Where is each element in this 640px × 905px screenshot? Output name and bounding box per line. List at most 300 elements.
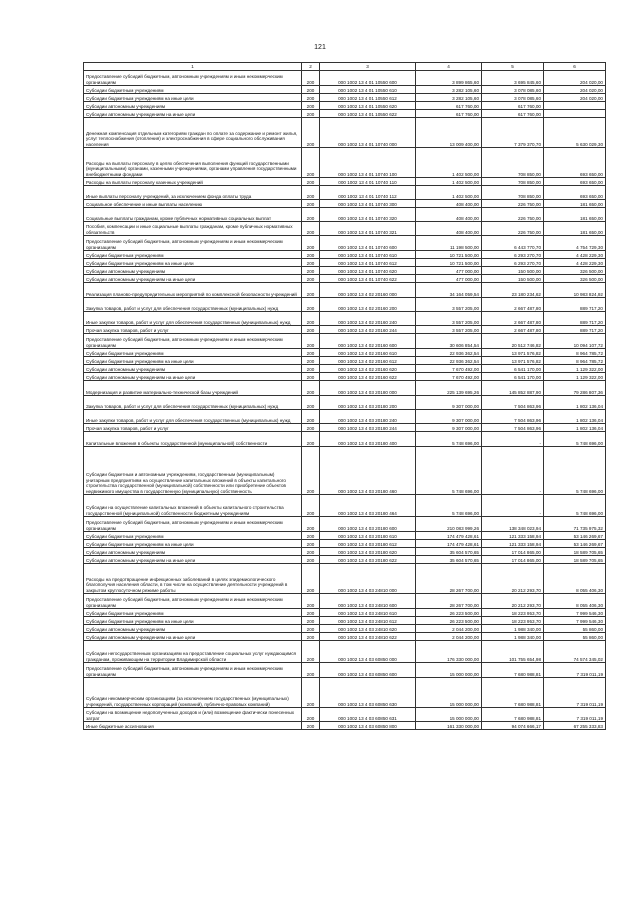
row-code-cell: 200 — [302, 396, 320, 410]
row-col4-cell: 3 899 865,60 — [416, 71, 482, 86]
row-col4-cell: 13 009 400,00 — [416, 118, 482, 148]
row-name-cell: Социальные выплаты гражданам, кроме публичных нормативных социальных выплат — [84, 208, 302, 222]
row-col4-cell: 28 267 700,00 — [416, 594, 482, 609]
row-name-cell: Прочая закупка товаров, работ и услуг — [84, 424, 302, 432]
row-kbk-cell: 000 1002 13 4 02 20160 622 — [320, 373, 416, 381]
row-col4-cell: 30 606 854,54 — [416, 334, 482, 349]
row-kbk-cell: 000 1002 13 4 01 10740 000 — [320, 118, 416, 148]
row-name-cell: Пособия, компенсации и иные социальные выплаты гражданам, кроме публичных нормативных обязательств — [84, 222, 302, 236]
row-col5-cell: 138 348 023,94 — [482, 517, 544, 532]
row-col4-cell: 3 557 205,00 — [416, 298, 482, 312]
row-name-cell: Субсидии бюджетным учреждениям — [84, 609, 302, 617]
table-row — [84, 298, 606, 312]
column-header-4: 4 — [416, 63, 482, 71]
row-name-cell: Иные бюджетные ассигнования — [84, 722, 302, 730]
row-code-cell: 200 — [302, 663, 320, 678]
row-name-cell: Субсидии на осуществление капитальных вложений в объекты капитального строительства государственной (муниципальной) собственности бюджетным учреждениям — [84, 495, 302, 517]
row-col6-cell: 4 428 229,30 — [544, 259, 606, 267]
row-kbk-cell: 000 1002 13 4 03 20180 244 — [320, 424, 416, 432]
row-col6-cell: 181 650,00 — [544, 200, 606, 208]
row-col4-cell: 11 198 500,00 — [416, 236, 482, 251]
row-name-cell: Предоставление субсидий бюджетным, автономным учреждениям и иным некоммерческим организациям — [84, 334, 302, 349]
row-kbk-cell: 000 1002 13 4 03 24810 610 — [320, 609, 416, 617]
row-col4-cell: 1 402 500,00 — [416, 178, 482, 186]
row-kbk-cell: 000 1002 13 4 01 10740 612 — [320, 259, 416, 267]
table-row — [84, 532, 606, 540]
row-col4-cell: 477 000,00 — [416, 275, 482, 283]
row-col5-cell: 226 750,00 — [482, 200, 544, 208]
row-name-cell: Субсидии негосударственным организациям на предоставление социальных услуг нуждающимся гражданам, проживающим на территории Владимирской области — [84, 641, 302, 663]
table-row — [84, 186, 606, 200]
row-kbk-cell: 000 1002 13 4 03 60850 631 — [320, 708, 416, 722]
row-col6-cell: 18 589 705,65 — [544, 548, 606, 556]
row-col6-cell: 7 319 011,19 — [544, 708, 606, 722]
row-col4-cell: 225 139 695,26 — [416, 381, 482, 396]
row-col4-cell: 15 000 000,00 — [416, 663, 482, 678]
row-code-cell: 200 — [302, 641, 320, 663]
row-col6-cell: 7 999 546,30 — [544, 617, 606, 625]
row-col5-cell: 7 680 988,81 — [482, 708, 544, 722]
row-col5-cell: 18 223 953,70 — [482, 617, 544, 625]
row-name-cell: Субсидии бюджетным учреждениям — [84, 532, 302, 540]
row-col6-cell: 693 650,00 — [544, 178, 606, 186]
row-code-cell: 200 — [302, 312, 320, 326]
row-name-cell: Субсидии на возмещение недополученных доходов и (или) возмещение фактически понесенных затрат — [84, 708, 302, 722]
row-name-cell: Закупка товаров, работ и услуг для обеспечения государственных (муниципальных) нужд — [84, 298, 302, 312]
row-col6-cell: 4 754 729,30 — [544, 236, 606, 251]
row-kbk-cell: 000 1002 13 4 01 10740 100 — [320, 148, 416, 178]
row-col6-cell: 67 255 333,83 — [544, 722, 606, 730]
row-col5-cell: 708 850,00 — [482, 148, 544, 178]
row-code-cell: 200 — [302, 148, 320, 178]
row-col6-cell: 18 589 705,65 — [544, 556, 606, 564]
row-name-cell: Предоставление субсидий бюджетным, автономным учреждениям и иным некоммерческим организациям — [84, 236, 302, 251]
row-kbk-cell: 000 1002 13 4 03 20180 240 — [320, 410, 416, 424]
row-kbk-cell: 000 1002 13 4 03 24810 612 — [320, 617, 416, 625]
table-row — [84, 609, 606, 617]
row-col4-cell: 10 721 500,00 — [416, 259, 482, 267]
row-col4-cell: 161 330 000,00 — [416, 722, 482, 730]
row-code-cell: 200 — [302, 349, 320, 357]
table-row — [84, 236, 606, 251]
row-code-cell: 200 — [302, 365, 320, 373]
row-col4-cell: 3 282 105,60 — [416, 86, 482, 94]
row-col4-cell: 9 307 000,00 — [416, 424, 482, 432]
row-col5-cell: 6 541 170,00 — [482, 365, 544, 373]
column-header-2: 2 — [302, 63, 320, 71]
row-kbk-cell: 000 1002 13 4 03 20180 622 — [320, 556, 416, 564]
row-col4-cell: 35 604 570,65 — [416, 548, 482, 556]
row-name-cell: Субсидии бюджетным учреждениям — [84, 349, 302, 357]
row-col4-cell: 28 267 700,00 — [416, 564, 482, 594]
row-col4-cell: 5 748 696,00 — [416, 432, 482, 447]
row-col6-cell: 8 964 785,72 — [544, 357, 606, 365]
row-kbk-cell: 000 1002 13 4 02 20160 000 — [320, 283, 416, 298]
budget-table — [83, 62, 606, 730]
row-col6-cell — [544, 110, 606, 118]
row-kbk-cell: 000 1002 13 4 01 10740 110 — [320, 178, 416, 186]
row-col4-cell: 34 164 059,54 — [416, 283, 482, 298]
row-code-cell: 200 — [302, 609, 320, 617]
row-col4-cell: 210 083 999,26 — [416, 517, 482, 532]
table-row — [84, 548, 606, 556]
table-row — [84, 312, 606, 326]
row-col6-cell: 1 129 322,00 — [544, 373, 606, 381]
row-code-cell: 200 — [302, 186, 320, 200]
row-col6-cell: 889 717,20 — [544, 312, 606, 326]
row-name-cell: Субсидии бюджетным учреждениям на иные цели — [84, 259, 302, 267]
row-col4-cell: 5 748 696,00 — [416, 495, 482, 517]
row-code-cell: 200 — [302, 564, 320, 594]
row-name-cell: Прочая закупка товаров, работ и услуг — [84, 326, 302, 334]
row-name-cell: Расходы на выплаты персоналу в целях обеспечения выполнения функций государственными (муниципальными) органами, казенными учреждениями, органами управления государственными внебюджетными фондами — [84, 148, 302, 178]
row-col6-cell: 1 129 322,00 — [544, 365, 606, 373]
row-name-cell: Субсидии автономным учреждениям — [84, 548, 302, 556]
row-kbk-cell: 000 1002 13 4 02 20160 610 — [320, 349, 416, 357]
row-col6-cell: 10 983 824,92 — [544, 283, 606, 298]
row-col6-cell: 693 650,00 — [544, 186, 606, 200]
row-kbk-cell: 000 1002 13 4 03 20180 600 — [320, 517, 416, 532]
row-col4-cell: 10 721 500,00 — [416, 251, 482, 259]
row-col5-cell: 617 760,00 — [482, 102, 544, 110]
table-row — [84, 349, 606, 357]
row-col6-cell: 4 428 229,30 — [544, 251, 606, 259]
row-kbk-cell: 000 1002 13 4 02 20160 620 — [320, 365, 416, 373]
row-kbk-cell: 000 1002 13 4 01 10740 600 — [320, 236, 416, 251]
row-col5-cell: 3 695 845,60 — [482, 71, 544, 86]
table-row — [84, 722, 606, 730]
row-name-cell: Субсидии бюджетным учреждениям на иные цели — [84, 617, 302, 625]
row-col5-cell: 13 971 576,82 — [482, 357, 544, 365]
row-col5-cell: 18 223 953,70 — [482, 609, 544, 617]
row-col6-cell: 7 999 546,30 — [544, 609, 606, 617]
table-row — [84, 678, 606, 708]
row-name-cell: Иные закупки товаров, работ и услуг для обеспечения государственных (муниципальных) нужд — [84, 312, 302, 326]
table-row — [84, 326, 606, 334]
row-col4-cell: 3 282 105,60 — [416, 94, 482, 102]
row-kbk-cell: 000 1002 13 4 01 10550 622 — [320, 110, 416, 118]
row-name-cell: Субсидии автономным учреждениям на иные цели — [84, 110, 302, 118]
row-kbk-cell: 000 1002 13 4 03 20180 000 — [320, 381, 416, 396]
row-col5-cell: 17 014 865,00 — [482, 548, 544, 556]
row-col5-cell: 708 850,00 — [482, 186, 544, 200]
row-col5-cell: 13 971 576,82 — [482, 349, 544, 357]
row-col6-cell: 889 717,20 — [544, 298, 606, 312]
row-col4-cell: 9 307 000,00 — [416, 396, 482, 410]
row-kbk-cell: 000 1002 13 4 01 10550 600 — [320, 71, 416, 86]
row-code-cell: 200 — [302, 625, 320, 633]
row-col4-cell: 408 400,00 — [416, 208, 482, 222]
row-col5-cell: 7 680 988,81 — [482, 678, 544, 708]
row-name-cell: Субсидии бюджетным учреждениям на иные цели — [84, 94, 302, 102]
table-row — [84, 71, 606, 86]
row-code-cell: 200 — [302, 722, 320, 730]
row-col6-cell: 181 650,00 — [544, 208, 606, 222]
table-row — [84, 432, 606, 447]
row-kbk-cell: 000 1002 13 4 03 20180 460 — [320, 447, 416, 495]
row-code-cell: 200 — [302, 517, 320, 532]
row-name-cell: Предоставление субсидий бюджетным, автономным учреждениям и иным некоммерческим организациям — [84, 594, 302, 609]
row-col6-cell: 326 500,00 — [544, 267, 606, 275]
table-row — [84, 334, 606, 349]
row-name-cell: Субсидии автономным учреждениям на иные цели — [84, 633, 302, 641]
row-kbk-cell: 000 1002 13 4 03 60850 000 — [320, 641, 416, 663]
row-col4-cell: 176 330 000,00 — [416, 641, 482, 663]
row-name-cell: Реализация планово-предупредительных мероприятий по комплексной безопасности учреждений — [84, 283, 302, 298]
row-col5-cell: 6 293 270,70 — [482, 259, 544, 267]
row-col5-cell: 3 078 085,60 — [482, 86, 544, 94]
row-col5-cell: 1 988 340,00 — [482, 633, 544, 641]
table-row — [84, 267, 606, 275]
row-name-cell: Субсидии автономным учреждениям — [84, 365, 302, 373]
row-col5-cell: - — [482, 447, 544, 495]
row-code-cell: 200 — [302, 381, 320, 396]
row-name-cell: Субсидии автономным учреждениям — [84, 267, 302, 275]
row-col6-cell: 181 650,00 — [544, 222, 606, 236]
row-col6-cell: 79 286 807,36 — [544, 381, 606, 396]
row-col4-cell: 617 760,00 — [416, 102, 482, 110]
row-col4-cell: 2 044 200,00 — [416, 625, 482, 633]
row-kbk-cell: 000 1002 13 4 03 20180 464 — [320, 495, 416, 517]
row-col4-cell: 26 223 500,00 — [416, 609, 482, 617]
row-col5-cell: 226 750,00 — [482, 208, 544, 222]
row-col6-cell: 10 094 107,72 — [544, 334, 606, 349]
row-col5-cell: 20 512 746,82 — [482, 334, 544, 349]
row-name-cell: Субсидии бюджетным учреждениям — [84, 251, 302, 259]
row-col6-cell — [544, 102, 606, 110]
row-name-cell: Расходы на выплаты персоналу казенных учреждений — [84, 178, 302, 186]
row-code-cell: 200 — [302, 540, 320, 548]
row-kbk-cell: 000 1002 13 4 02 20160 612 — [320, 357, 416, 365]
row-kbk-cell: 000 1002 13 4 03 24810 620 — [320, 625, 416, 633]
row-code-cell: 200 — [302, 334, 320, 349]
row-code-cell: 200 — [302, 94, 320, 102]
row-col6-cell: 204 020,00 — [544, 94, 606, 102]
row-kbk-cell: 000 1002 13 4 02 20160 244 — [320, 326, 416, 334]
row-col4-cell: 1 402 500,00 — [416, 186, 482, 200]
row-name-cell: Закупка товаров, работ и услуг для обеспечения государственных (муниципальных) нужд — [84, 396, 302, 410]
row-col5-cell: 6 293 270,70 — [482, 251, 544, 259]
row-code-cell: 200 — [302, 495, 320, 517]
row-kbk-cell: 000 1002 13 4 01 10740 620 — [320, 267, 416, 275]
row-code-cell: 200 — [302, 275, 320, 283]
table-row — [84, 200, 606, 208]
table-row — [84, 208, 606, 222]
row-code-cell: 200 — [302, 259, 320, 267]
row-code-cell: 200 — [302, 110, 320, 118]
row-name-cell: Расходы на предотвращение инфекционных заболеваний в целях эпидемиологического благополучия населения области, в том числе на осуществление деятельности учреждений в закрытом круглосуточном режиме работы — [84, 564, 302, 594]
row-col6-cell: 7 319 011,19 — [544, 663, 606, 678]
row-col6-cell: 8 055 406,30 — [544, 594, 606, 609]
table-row — [84, 633, 606, 641]
table-row — [84, 357, 606, 365]
row-col5-cell: 2 667 487,80 — [482, 326, 544, 334]
row-kbk-cell: 000 1002 13 4 01 10740 320 — [320, 208, 416, 222]
table-row — [84, 424, 606, 432]
row-code-cell: 200 — [302, 298, 320, 312]
row-kbk-cell: 000 1002 13 4 02 20160 240 — [320, 312, 416, 326]
row-col4-cell: 7 670 492,00 — [416, 365, 482, 373]
row-col4-cell: 174 479 428,61 — [416, 540, 482, 548]
table-row — [84, 94, 606, 102]
table-row — [84, 259, 606, 267]
row-kbk-cell: 000 1002 13 4 03 24810 000 — [320, 564, 416, 594]
row-col6-cell: 8 964 785,72 — [544, 349, 606, 357]
row-col4-cell: 2 044 200,00 — [416, 633, 482, 641]
table-row — [84, 396, 606, 410]
row-col4-cell: 9 307 000,00 — [416, 410, 482, 424]
row-col6-cell: 55 860,00 — [544, 633, 606, 641]
row-code-cell: 200 — [302, 678, 320, 708]
row-code-cell: 200 — [302, 373, 320, 381]
table-row — [84, 517, 606, 532]
row-code-cell: 200 — [302, 447, 320, 495]
row-col6-cell: 5 630 029,30 — [544, 118, 606, 148]
table-row — [84, 110, 606, 118]
row-col4-cell: 408 400,00 — [416, 200, 482, 208]
row-kbk-cell: 000 1002 13 4 01 10740 321 — [320, 222, 416, 236]
row-col5-cell: 23 180 234,62 — [482, 283, 544, 298]
row-col5-cell: 226 750,00 — [482, 222, 544, 236]
row-code-cell: 200 — [302, 283, 320, 298]
row-kbk-cell: 000 1002 13 4 03 20180 612 — [320, 540, 416, 548]
row-col6-cell: 5 748 696,00 — [544, 447, 606, 495]
row-col4-cell: 3 557 205,00 — [416, 326, 482, 334]
row-col4-cell: 22 936 362,54 — [416, 349, 482, 357]
row-code-cell: 200 — [302, 236, 320, 251]
row-col5-cell: 7 504 863,96 — [482, 424, 544, 432]
row-col5-cell: 101 755 654,98 — [482, 641, 544, 663]
row-col4-cell: 22 936 362,54 — [416, 357, 482, 365]
row-col6-cell: 204 020,00 — [544, 71, 606, 86]
table-row — [84, 663, 606, 678]
row-col4-cell: 7 670 492,00 — [416, 373, 482, 381]
table-body — [84, 71, 606, 730]
table-row — [84, 447, 606, 495]
table-row — [84, 495, 606, 517]
table-row — [84, 556, 606, 564]
row-col4-cell: 15 000 000,00 — [416, 678, 482, 708]
row-col5-cell: 617 760,00 — [482, 110, 544, 118]
row-col5-cell: 6 443 770,70 — [482, 236, 544, 251]
row-col5-cell: - — [482, 432, 544, 447]
table-row — [84, 708, 606, 722]
row-col5-cell: 3 078 085,60 — [482, 94, 544, 102]
row-code-cell: 200 — [302, 556, 320, 564]
row-col5-cell: 2 667 487,80 — [482, 312, 544, 326]
row-col5-cell: 7 379 370,70 — [482, 118, 544, 148]
row-name-cell: Иные выплаты персоналу учреждений, за исключением фонда оплаты труда — [84, 186, 302, 200]
table-row — [84, 86, 606, 94]
row-code-cell: 200 — [302, 424, 320, 432]
table-row — [84, 617, 606, 625]
row-col6-cell: 326 500,00 — [544, 275, 606, 283]
row-name-cell: Капитальные вложения в объекты государственной (муниципальной) собственности — [84, 432, 302, 447]
column-header-6: 6 — [544, 63, 606, 71]
table-row — [84, 594, 606, 609]
row-code-cell: 200 — [302, 102, 320, 110]
row-code-cell: 200 — [302, 178, 320, 186]
row-col4-cell: 15 000 000,00 — [416, 708, 482, 722]
row-col5-cell: 6 541 170,00 — [482, 373, 544, 381]
row-name-cell: Денежная компенсация отдельным категориям граждан по оплате за содержание и ремонт жилья, услуг теплоснабжения (отопления) и электроснабжения в сфере социального обслуживания населения — [84, 118, 302, 148]
row-code-cell: 200 — [302, 633, 320, 641]
row-code-cell: 200 — [302, 357, 320, 365]
row-col6-cell: 71 735 975,32 — [544, 517, 606, 532]
row-col5-cell: 121 333 158,94 — [482, 540, 544, 548]
row-col5-cell: 20 212 293,70 — [482, 564, 544, 594]
row-code-cell: 200 — [302, 267, 320, 275]
table-row — [84, 222, 606, 236]
row-kbk-cell: 000 1002 13 4 03 20180 610 — [320, 532, 416, 540]
row-name-cell: Субсидии бюджетным учреждениям — [84, 86, 302, 94]
row-kbk-cell: 000 1002 13 4 01 10550 620 — [320, 102, 416, 110]
row-kbk-cell: 000 1002 13 4 03 24810 622 — [320, 633, 416, 641]
row-kbk-cell: 000 1002 13 4 01 10550 612 — [320, 94, 416, 102]
row-col5-cell: 121 333 158,94 — [482, 532, 544, 540]
row-name-cell: Субсидии некоммерческим организациям (за исключением государственных (муниципальных) учреждений, государственных корпораций (компаний), публично-правовых компаний) — [84, 678, 302, 708]
row-code-cell: 200 — [302, 532, 320, 540]
row-kbk-cell: 000 1002 13 4 03 24810 600 — [320, 594, 416, 609]
table-row — [84, 540, 606, 548]
row-kbk-cell: 000 1002 13 4 01 10740 610 — [320, 251, 416, 259]
row-kbk-cell: 000 1002 13 4 03 60850 800 — [320, 722, 416, 730]
row-col4-cell: 35 604 570,65 — [416, 556, 482, 564]
row-code-cell: 200 — [302, 708, 320, 722]
column-header-5: 5 — [482, 63, 544, 71]
row-code-cell: 200 — [302, 200, 320, 208]
row-col5-cell: 7 680 988,81 — [482, 663, 544, 678]
row-code-cell: 200 — [302, 617, 320, 625]
row-col4-cell: 3 557 205,00 — [416, 312, 482, 326]
row-col5-cell: 2 667 487,80 — [482, 298, 544, 312]
table-row — [84, 251, 606, 259]
table-row — [84, 625, 606, 633]
row-name-cell: Модернизация и развитие материально-технической базы учреждений — [84, 381, 302, 396]
row-col5-cell: 150 500,00 — [482, 267, 544, 275]
row-kbk-cell: 000 1002 13 4 03 60850 600 — [320, 663, 416, 678]
row-col5-cell: 17 014 865,00 — [482, 556, 544, 564]
row-kbk-cell: 000 1002 13 4 02 20160 200 — [320, 298, 416, 312]
row-name-cell: Предоставление субсидий бюджетным, автономным учреждениям и иным некоммерческим организациям — [84, 71, 302, 86]
row-name-cell: Социальное обеспечение и иные выплаты населению — [84, 200, 302, 208]
table-row — [84, 564, 606, 594]
row-name-cell: Субсидии бюджетным учреждениям на иные цели — [84, 357, 302, 365]
row-code-cell: 200 — [302, 208, 320, 222]
row-code-cell: 200 — [302, 326, 320, 334]
row-col6-cell: 55 860,00 — [544, 625, 606, 633]
table-row — [84, 410, 606, 424]
table-header-row — [84, 63, 606, 71]
row-col6-cell: 5 748 696,00 — [544, 495, 606, 517]
page-number: 121 — [314, 44, 326, 51]
row-col4-cell: 617 760,00 — [416, 110, 482, 118]
row-col4-cell: 5 748 696,00 — [416, 447, 482, 495]
row-code-cell: 200 — [302, 222, 320, 236]
table-row — [84, 373, 606, 381]
row-name-cell: Субсидии автономным учреждениям на иные цели — [84, 275, 302, 283]
row-name-cell: Предоставление субсидий бюджетным, автономным учреждениям и иным некоммерческим организациям — [84, 517, 302, 532]
row-col6-cell: 53 146 269,67 — [544, 532, 606, 540]
table-row — [84, 365, 606, 373]
row-col6-cell: 5 748 696,00 — [544, 432, 606, 447]
row-col6-cell: 74 574 345,02 — [544, 641, 606, 663]
row-name-cell: Предоставление субсидий бюджетным, автономным учреждениям и иным некоммерческим организациям — [84, 663, 302, 678]
row-col6-cell: 889 717,20 — [544, 326, 606, 334]
row-kbk-cell: 000 1002 13 4 03 20180 200 — [320, 396, 416, 410]
row-name-cell: Субсидии бюджетным и автономным учреждениям, государственным (муниципальным) унитарным предприятиям на осуществление капитальных вложений в объекты капитального строительства государственной (муниципальной) собственности или приобретение объектов недвижимого имущества в государственную (муниципальную) собственность — [84, 447, 302, 495]
row-col4-cell: 26 223 500,00 — [416, 617, 482, 625]
